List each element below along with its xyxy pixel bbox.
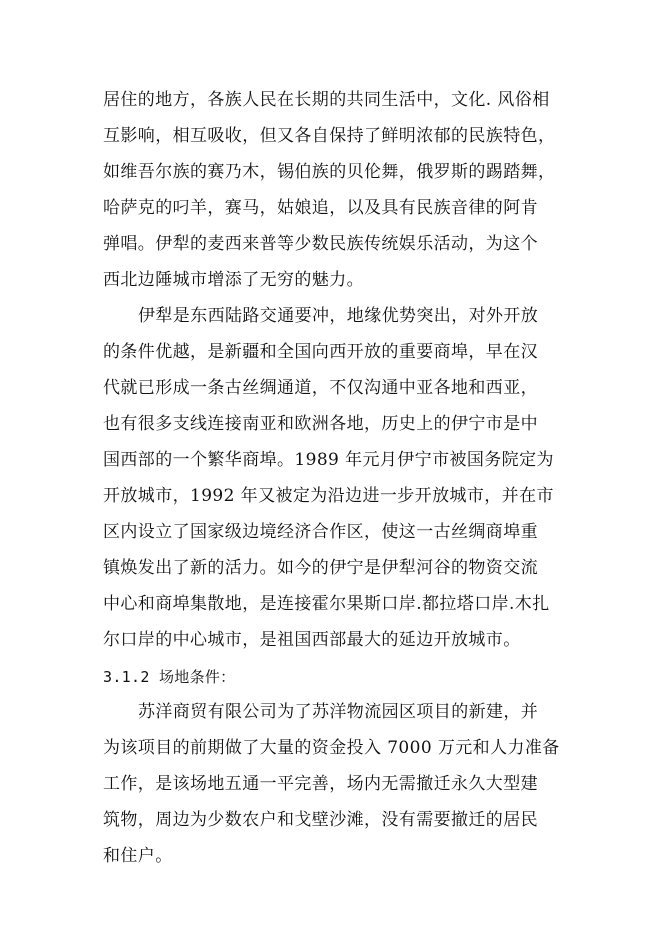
paragraph-line: 弹唱。伊犁的麦西来普等少数民族传统娱乐活动，为这个: [103, 234, 538, 254]
paragraph-line: 如维吾尔族的赛乃木，锡伯族的贝伦舞，俄罗斯的踢踏舞，: [103, 162, 556, 182]
paragraph-line: 区内设立了国家级边境经济合作区，使这一古丝绸商埠重: [103, 522, 538, 542]
paragraph-line: 和住户。: [103, 846, 173, 866]
section-heading: 3.1.2 场地条件：: [103, 668, 236, 686]
paragraph-line: 苏洋商贸有限公司为了苏洋物流园区项目的新建，并: [138, 702, 539, 722]
paragraph-line: 居住的地方，各族人民在长期的共同生活中，文化. 风俗相: [103, 90, 550, 110]
paragraph-line: 工作，是该场地五通一平完善，场内无需撤迁永久大型建: [103, 774, 538, 794]
paragraph-line: 国西部的一个繁华商埠。1989 年元月伊宁市被国务院定为: [103, 450, 554, 470]
paragraph-line: 代就已形成一条古丝绸通道，不仅沟通中亚各地和西亚，: [103, 378, 538, 398]
paragraph-line: 为该项目的前期做了大量的资金投入 7000 万元和人力准备: [103, 738, 560, 758]
paragraph-line: 也有很多支线连接南亚和欧洲各地，历史上的伊宁市是中: [103, 414, 538, 434]
paragraph-line: 尔口岸的中心城市，是祖国西部最大的延边开放城市。: [103, 630, 521, 650]
paragraph-line: 筑物，周边为少数农户和戈壁沙滩，没有需要撤迁的居民: [103, 810, 538, 830]
paragraph-line: 西北边陲城市增添了无穷的魅力。: [103, 270, 364, 290]
paragraph-line: 中心和商埠集散地，是连接霍尔果斯口岸.都拉塔口岸.木扎: [103, 594, 550, 614]
paragraph-line: 互影响，相互吸收，但又各自保持了鲜明浓郁的民族特色，: [103, 126, 556, 146]
paragraph-line: 镇焕发出了新的活力。如今的伊宁是伊犁河谷的物资交流: [103, 558, 538, 578]
paragraph-line: 的条件优越，是新疆和全国向西开放的重要商埠，早在汉: [103, 342, 538, 362]
paragraph-line: 开放城市，1992 年又被定为沿边进一步开放城市，并在市: [103, 486, 554, 506]
paragraph-line: 哈萨克的叼羊，赛马，姑娘追，以及具有民族音律的阿肯: [103, 198, 538, 218]
paragraph-line: 伊犁是东西陆路交通要冲，地缘优势突出，对外开放: [138, 306, 539, 326]
